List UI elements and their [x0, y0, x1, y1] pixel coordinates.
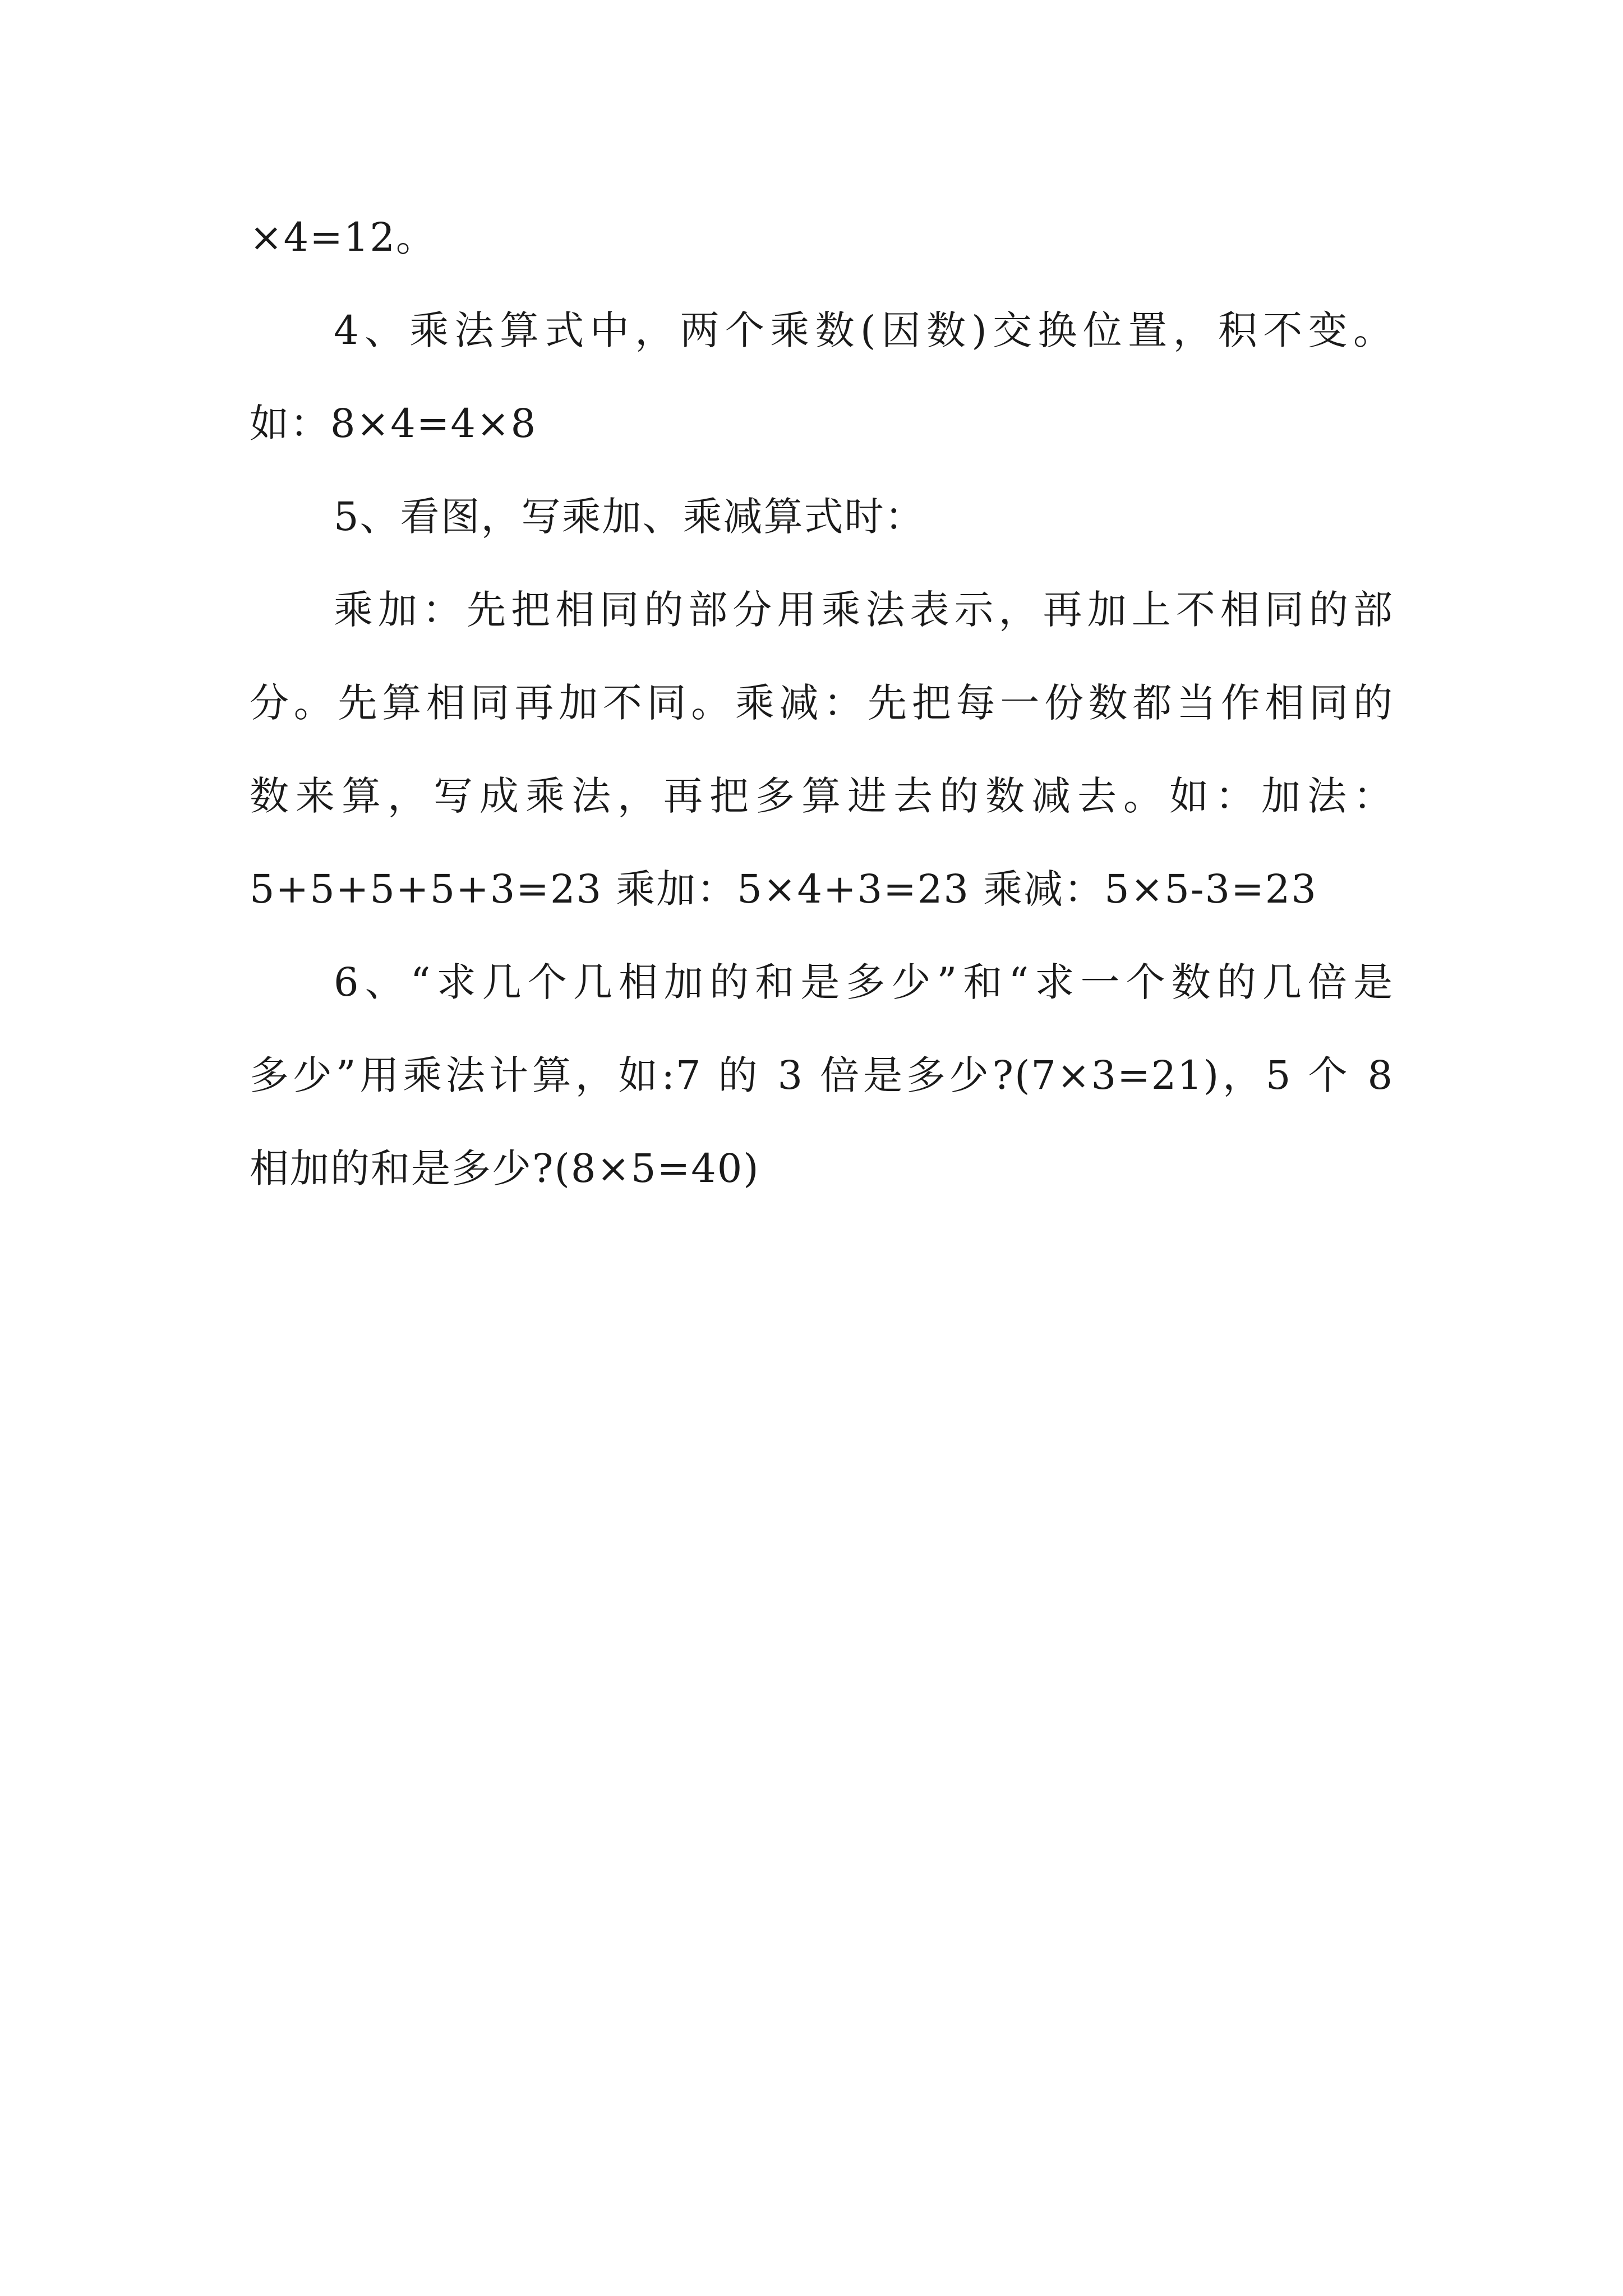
- text-line: 多少”用乘法计算，如:7 的 3 倍是多少?(7×3=21)，5 个 8: [250, 1052, 1394, 1098]
- document-body: [250, 213, 1394, 1237]
- text-line: ×4=12。: [250, 214, 436, 260]
- text-line: 数来算，写成乘法，再把多算进去的数减去。如：加法：: [250, 773, 1394, 819]
- text-line: 分。先算相同再加不同。乘减：先把每一份数都当作相同的: [250, 680, 1394, 726]
- text-line: 6、“求几个几相加的和是多少”和“求一个数的几倍是: [334, 959, 1394, 1005]
- text-line: 5、看图，写乘加、乘减算式时：: [334, 494, 925, 540]
- text-line: 4、乘法算式中，两个乘数(因数)交换位置，积不变。: [334, 307, 1394, 353]
- text-line: 如：8×4=4×8: [250, 401, 537, 447]
- text-line: 乘加：先把相同的部分用乘法表示，再加上不相同的部: [334, 587, 1394, 633]
- text-line: 5+5+5+5+3=23 乘加：5×4+3=23 乘减：5×5-3=23: [250, 866, 1317, 912]
- text-line: 相加的和是多少?(8×5=40): [250, 1145, 760, 1191]
